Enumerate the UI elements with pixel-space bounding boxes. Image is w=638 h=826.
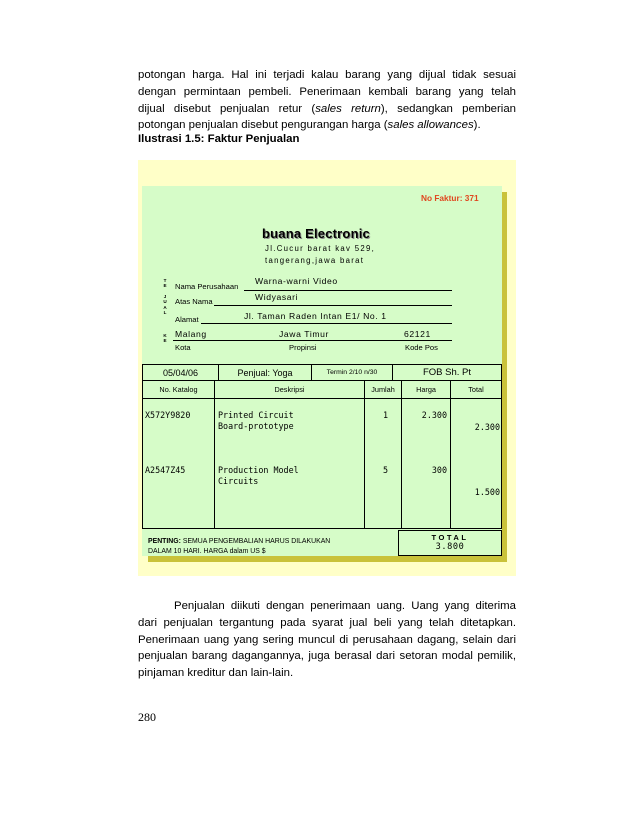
payment-terms-text: Termin 2/10 n/30 (326, 369, 378, 376)
fob-terms-text: FOB Sh. Pt (422, 367, 472, 378)
atas-nama-value: Widyasari (255, 292, 299, 302)
italic-term: sales allowances (387, 119, 474, 132)
vertical-letter: T (163, 278, 167, 283)
item-total: 1.500 (474, 487, 500, 497)
vertical-letter: L (163, 310, 167, 316)
nama-perusahaan-label: Nama Perusahaan (175, 282, 239, 291)
vertical-letter: J (163, 294, 167, 299)
text-line: Penerimaan uang yang sering muncul di perusahaan dagang, selain dari (138, 633, 516, 646)
kota-underline (173, 340, 452, 341)
column-header-text: Harga (416, 385, 436, 394)
grand-total-label: TOTAL (431, 533, 469, 542)
propinsi-value: Jawa Timur (279, 329, 329, 339)
column-header-deskripsi (214, 381, 365, 399)
table-column-divider (450, 399, 451, 529)
nama-perusahaan-value: Warna-warni Video (255, 276, 338, 286)
important-note-line1 (148, 537, 408, 547)
salesperson-text: Penjual: Yoga (237, 367, 293, 378)
atas-nama-underline (214, 305, 452, 306)
column-header-text: Total (468, 385, 484, 394)
fob-terms (392, 364, 502, 381)
text-line: Penjualan diikuti dengan penerimaan uang. Uang yang diterima (174, 600, 516, 612)
illustration-title: Ilustrasi 1.5: Faktur Penjualan (138, 133, 300, 145)
table-column-divider (364, 399, 365, 529)
invoice-items-table (142, 399, 502, 529)
vertical-letter: E (163, 338, 167, 344)
column-header-text: No. Katalog (159, 385, 198, 394)
company-address-line1: Jl.Cucur barat kav 529, (265, 244, 376, 253)
column-header-total (450, 381, 502, 399)
grand-total-box (398, 530, 502, 556)
text-line: potongan harga. Hal ini terjadi kalau barang yang dijual tidak sesuai (138, 69, 516, 81)
important-note-line2: DALAM 10 HARI. HARGA dalam US $ (148, 548, 266, 555)
company-address-line2: tangerang,jawa barat (265, 256, 365, 265)
text-line: dengan permintaan pembeli. Penerimaan kembali barang yang telah (138, 85, 516, 98)
item-price: 2.300 (421, 410, 447, 420)
vertical-letter: A (163, 304, 167, 310)
kota-value: Malang (175, 329, 207, 339)
text-line (138, 117, 516, 134)
important-note-text: SEMUA PENGEMBALIAN HARUS DILAKUKAN (180, 538, 331, 545)
grand-total-value: 3.800 (435, 542, 465, 552)
payment-terms (311, 364, 393, 381)
table-column-divider (401, 399, 402, 529)
propinsi-label: Propinsi (289, 343, 317, 352)
item-price: 300 (431, 465, 447, 475)
text-line: pinjaman kreditur dan lain-lain. (138, 667, 294, 680)
text-fragment: dijual disebut penjualan retur ( (138, 102, 316, 115)
column-header-katalog (142, 381, 215, 399)
invoice-date-text: 05/04/06 (162, 367, 199, 378)
text-fragment: potongan penjualan disebut pengurangan harga ( (138, 119, 388, 132)
italic-term: sales return (315, 102, 381, 115)
item-quantity: 5 (382, 465, 388, 475)
kodepos-value: 62121 (404, 329, 431, 339)
vertical-label-jual (162, 294, 168, 316)
item-total: 2.300 (474, 422, 500, 432)
important-note (148, 537, 408, 557)
alamat-value: Jl. Taman Raden Intan E1/ No. 1 (244, 311, 387, 321)
text-fragment: ). (473, 119, 481, 132)
kodepos-label: Kode Pos (405, 343, 438, 352)
text-line: penjualan barang dagangannya, juga berasal dari setoran modal pemilik, (138, 650, 516, 663)
vertical-letter: K (163, 333, 167, 338)
closing-paragraph (138, 598, 516, 682)
column-header-text: Deskripsi (274, 385, 305, 394)
item-quantity: 1 (382, 410, 388, 420)
nama-perusahaan-underline (244, 290, 452, 291)
vertical-letter: E (163, 283, 167, 289)
column-header-harga (401, 381, 451, 399)
intro-paragraph (138, 67, 516, 134)
kota-label: Kota (175, 343, 191, 352)
column-header-jumlah (364, 381, 402, 399)
column-header-text: Jumlah (371, 385, 395, 394)
vertical-label-te (162, 278, 168, 289)
company-name: buana Electronic (262, 226, 370, 241)
important-note-label: PENTING: (148, 538, 181, 545)
item-description-line2: Circuits (218, 476, 259, 486)
invoice-date (142, 364, 219, 381)
alamat-underline (201, 323, 452, 324)
item-description-line2: Board-prototype (218, 421, 294, 431)
item-katalog: A2547Z45 (145, 465, 186, 475)
item-description-line1: Production Model (218, 465, 299, 475)
invoice-number: No Faktur: 371 (421, 193, 479, 203)
text-line: dari penjualan tergantung pada syarat jual beli yang telah ditetapkan. (138, 616, 516, 629)
vertical-letter: U (163, 299, 167, 305)
page-number: 280 (138, 710, 156, 724)
atas-nama-label: Atas Nama (175, 297, 213, 306)
item-description-line1: Printed Circuit (218, 410, 294, 420)
salesperson (218, 364, 312, 381)
card-shadow-right (502, 192, 507, 562)
item-katalog: X572Y9820 (145, 410, 191, 420)
text-line (138, 101, 516, 118)
alamat-label: Alamat (175, 315, 199, 324)
table-column-divider (214, 399, 215, 529)
vertical-label-ke (162, 333, 168, 344)
text-fragment: ), sedangkan pemberian (380, 102, 516, 115)
